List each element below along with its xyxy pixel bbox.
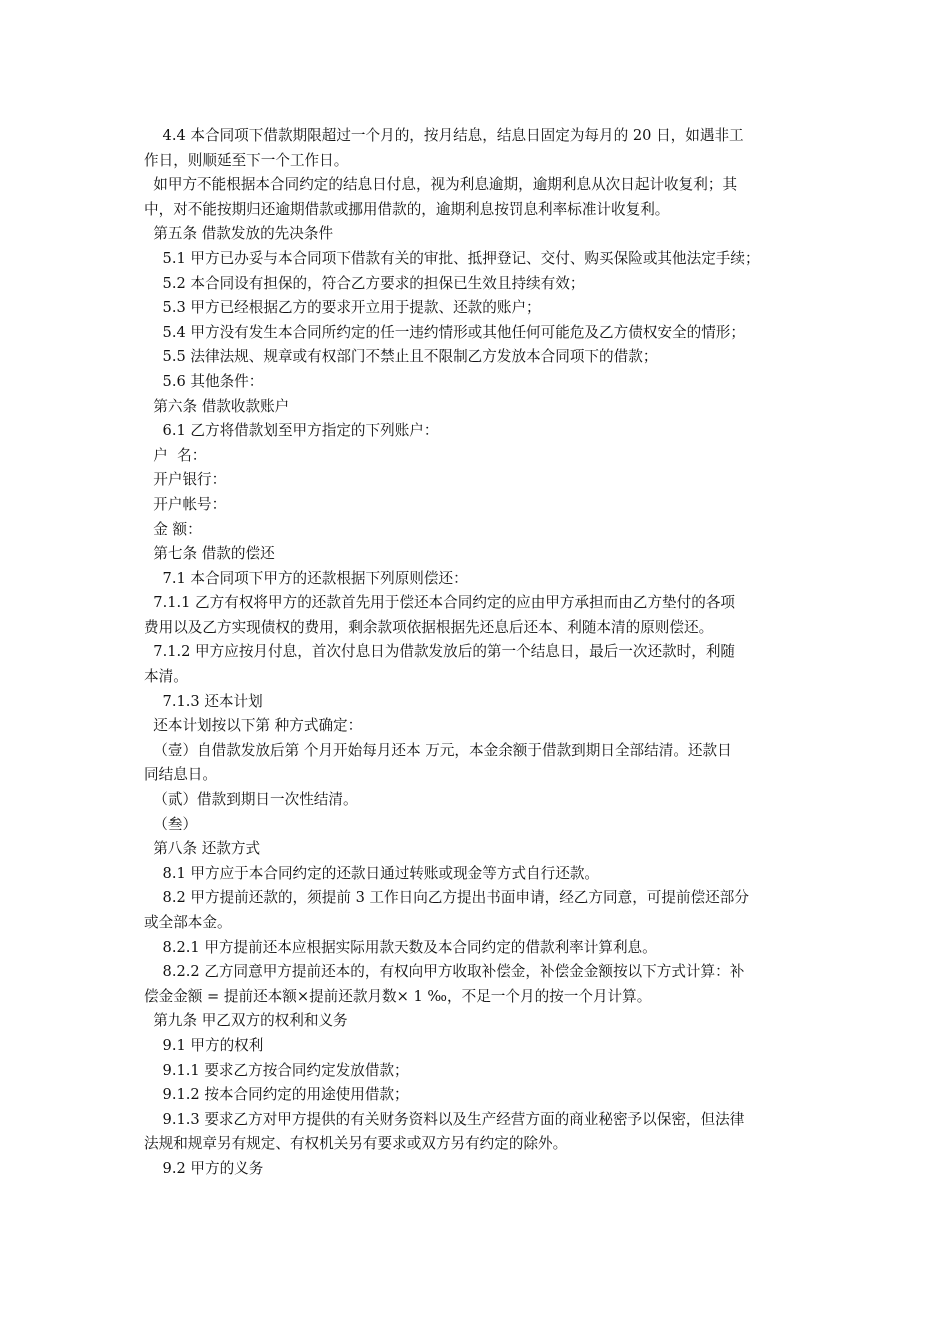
text-line: 8.2.1 甲方提前还本应根据实际用款天数及本合同约定的借款利率计算利息。 — [144, 938, 657, 956]
text-line: 4.4 本合同项下借款期限超过一个月的，按月结息，结息日固定为每月的 20 日，如遇非工 — [144, 127, 744, 144]
article-heading: 第六条 借款收款账户 — [144, 397, 290, 415]
text-line: 5.2 本合同设有担保的，符合乙方要求的担保已生效且持续有效； — [144, 274, 585, 292]
text-line: （叁） — [144, 815, 198, 833]
text-line: 9.1.2 按本合同约定的用途使用借款； — [144, 1086, 409, 1104]
text-line: 8.2.2 乙方同意甲方提前还本的，有权向甲方收取补偿金，补偿金金额按以下方式计算：补 — [144, 963, 745, 981]
text-line: 9.1.1 要求乙方按合同约定发放借款； — [144, 1061, 409, 1079]
account-number-field: 开户帐号： — [144, 495, 227, 513]
text-line: 5.3 甲方已经根据乙方的要求开立用于提款、还款的账户； — [144, 299, 541, 317]
article-heading: 第五条 借款发放的先决条件 — [144, 225, 334, 243]
text-line: 如甲方不能根据本合同约定的结息日付息，视为利息逾期，逾期利息从次日起计收复利；其 — [144, 176, 738, 194]
text-line: 还本计划按以下第 种方式确定： — [144, 717, 363, 735]
text-line: 9.2 甲方的义务 — [144, 1159, 264, 1177]
article-heading: 第七条 借款的偿还 — [144, 545, 275, 563]
text-line: 7.1.2 甲方应按月付息，首次付息日为借款发放后的第一个结息日，最后一次还款时，利随 — [144, 643, 736, 661]
article-heading: 第九条 甲乙双方的权利和义务 — [144, 1012, 348, 1030]
text-line: 9.1.3 要求乙方对甲方提供的有关财务资料以及生产经营方面的商业秘密予以保密，但法律 — [144, 1110, 745, 1128]
text-line: 中，对不能按期归还逾期借款或挪用借款的，逾期利息按罚息利率标准计收复利。 — [144, 200, 670, 218]
text-line: 或全部本金。 — [144, 914, 232, 931]
text-line: 9.1 甲方的权利 — [144, 1036, 264, 1054]
text-line: 7.1 本合同项下甲方的还款根据下列原则偿还： — [144, 569, 468, 587]
article-heading: 第八条 还款方式 — [144, 840, 261, 858]
document-body — [144, 124, 808, 1182]
text-line: 5.1 甲方已办妥与本合同项下借款有关的审批、抵押登记、交付、购买保险或其他法定手续； — [144, 249, 760, 267]
text-line: 8.1 甲方应于本合同约定的还款日通过转账或现金等方式自行还款。 — [144, 864, 600, 882]
text-line: 8.2 甲方提前还款的，须提前 3 工作日向乙方提出书面申请，经乙方同意，可提前偿还部分 — [144, 889, 749, 907]
text-line: 5.6 其他条件： — [144, 372, 264, 390]
amount-field: 金 额： — [144, 520, 202, 538]
text-line: （壹）自借款发放后第 个月开始每月还本 万元，本金余额于借款到期日全部结清。还款日 — [144, 741, 732, 759]
text-line: 7.1.3 还本计划 — [144, 692, 263, 710]
account-name-field: 户 名： — [144, 446, 207, 464]
text-line: 7.1.1 乙方有权将甲方的还款首先用于偿还本合同约定的应由甲方承担而由乙方垫付的各项 — [144, 594, 736, 612]
text-line: 同结息日。 — [144, 766, 217, 784]
text-line: 5.4 甲方没有发生本合同所约定的任一违约情形或其他任何可能危及乙方债权安全的情形； — [144, 323, 745, 341]
text-line: 法规和规章另有规定、有权机关另有要求或双方另有约定的除外。 — [144, 1135, 568, 1153]
text-line: （贰）借款到期日一次性结清。 — [144, 791, 358, 809]
text-line: 偿金金额 = 提前还本额×提前还款月数× 1 ‰，不足一个月的按一个月计算。 — [144, 987, 652, 1005]
text-line: 6.1 乙方将借款划至甲方指定的下列账户： — [144, 422, 439, 440]
bank-field: 开户银行： — [144, 471, 227, 489]
text-line: 费用以及乙方实现债权的费用，剩余款项依据根据先还息后还本、利随本清的原则偿还。 — [144, 618, 714, 636]
text-line: 5.5 法律法规、规章或有权部门不禁止且不限制乙方发放本合同项下的借款； — [144, 348, 658, 366]
text-line: 本清。 — [144, 668, 188, 686]
text-line: 作日，则顺延至下一个工作日。 — [144, 151, 349, 169]
